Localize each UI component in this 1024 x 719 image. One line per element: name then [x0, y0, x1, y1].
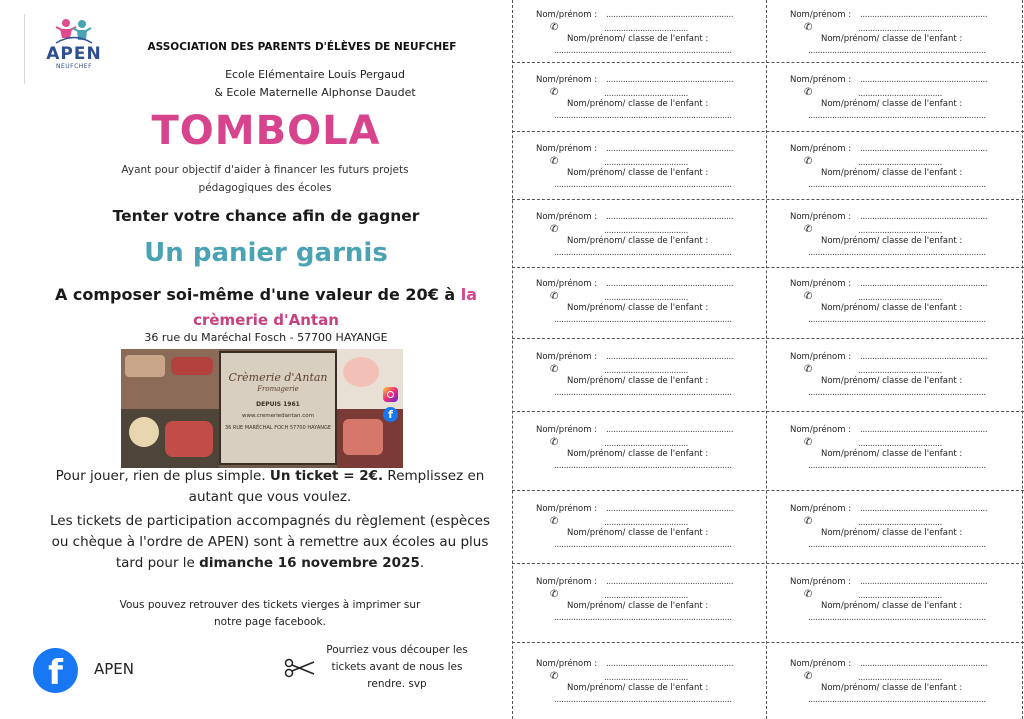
deadline-period: . — [419, 555, 425, 571]
tickets-line-2: ou chèque à l'ordre de APEN) sont à remettre aux écoles au plus — [51, 534, 489, 550]
facebook-icon: f — [33, 648, 78, 693]
phone-icon: ✆ — [804, 224, 813, 235]
ticket-child-label: Nom/prénom/ classe de l'enfant : — [821, 683, 963, 693]
ticket-name-label: Nom/prénom : — [790, 504, 852, 514]
raffle-ticket[interactable] — [522, 425, 772, 485]
ticket-name-field[interactable]: ..................................................... — [606, 212, 734, 222]
raffle-ticket[interactable] — [522, 659, 772, 719]
cut-note-line-3: rendre. svp — [367, 678, 427, 690]
prize-description-la: la — [460, 285, 478, 304]
phone-icon: ✆ — [804, 22, 813, 33]
ticket-child-field[interactable]: .......................................................................... — [808, 248, 986, 258]
raffle-ticket[interactable] — [776, 425, 1024, 485]
ticket-child-label: Nom/prénom/ classe de l'enfant : — [821, 601, 963, 611]
raffle-ticket[interactable] — [776, 144, 1024, 204]
ticket-phone-field[interactable]: ................................... — [604, 591, 689, 601]
ticket-child-label: Nom/prénom/ classe de l'enfant : — [567, 99, 709, 109]
cut-line-horizontal — [512, 490, 1024, 491]
play-line-1 — [20, 466, 520, 487]
ticket-child-label: Nom/prénom/ classe de l'enfant : — [567, 303, 709, 313]
ticket-name-label: Nom/prénom : — [790, 425, 852, 435]
ticket-name-label: Nom/prénom : — [536, 144, 598, 154]
ticket-name-label: Nom/prénom : — [536, 577, 598, 587]
ticket-child-field[interactable]: .......................................................................... — [808, 111, 986, 121]
ticket-child-field[interactable]: .......................................................................... — [554, 180, 732, 190]
ticket-child-field[interactable]: .......................................................................... — [554, 540, 732, 550]
ticket-child-field[interactable]: .......................................................................... — [808, 315, 986, 325]
ticket-child-field[interactable]: .......................................................................... — [554, 315, 732, 325]
phone-icon: ✆ — [550, 224, 559, 235]
ticket-name-label: Nom/prénom : — [536, 425, 598, 435]
ticket-name-field[interactable]: ..................................................... — [860, 352, 988, 362]
school-line-2: & Ecole Maternelle Alphonse Daudet — [214, 86, 416, 99]
raffle-ticket[interactable] — [776, 577, 1024, 637]
ticket-name-field[interactable]: ..................................................... — [860, 577, 988, 587]
phone-icon: ✆ — [550, 671, 559, 682]
ticket-name-label: Nom/prénom : — [536, 504, 598, 514]
ticket-name-field[interactable]: ..................................................... — [860, 504, 988, 514]
phone-icon: ✆ — [804, 589, 813, 600]
ticket-phone-field[interactable]: ................................... — [858, 673, 943, 683]
ticket-child-field[interactable]: .......................................................................... — [808, 540, 986, 550]
ticket-name-label: Nom/prénom : — [790, 577, 852, 587]
prize-description-text: A composer soi-même d'une valeur de 20€ à — [54, 285, 461, 304]
ticket-phone-field[interactable]: ................................... — [858, 24, 943, 34]
ticket-child-label: Nom/prénom/ classe de l'enfant : — [821, 376, 963, 386]
shop-sign-subtitle: Fromagerie — [257, 385, 299, 393]
deadline-text: tard pour le — [115, 555, 200, 571]
objective-line-2: pédagogiques des écoles — [198, 182, 332, 194]
cut-line-vertical — [512, 0, 513, 719]
phone-icon: ✆ — [550, 87, 559, 98]
phone-icon: ✆ — [804, 671, 813, 682]
retrieve-line-2: notre page facebook. — [214, 616, 326, 628]
phone-icon: ✆ — [804, 516, 813, 527]
instagram-icon — [383, 387, 398, 402]
ticket-name-field[interactable]: ..................................................... — [606, 659, 734, 669]
raffle-ticket[interactable] — [522, 279, 772, 339]
ticket-child-field[interactable]: .......................................................................... — [554, 388, 732, 398]
ticket-name-label: Nom/prénom : — [536, 212, 598, 222]
phone-icon: ✆ — [804, 87, 813, 98]
shop-sign-since: DEPUIS 1961 — [256, 401, 300, 408]
cut-line-horizontal — [512, 642, 1024, 643]
ticket-name-label: Nom/prénom : — [536, 10, 598, 20]
ticket-phone-field[interactable]: ................................... — [858, 226, 943, 236]
ticket-phone-field[interactable]: ................................... — [858, 518, 943, 528]
ticket-child-field[interactable]: .......................................................................... — [808, 695, 986, 705]
ticket-child-field[interactable]: .......................................................................... — [554, 111, 732, 121]
ticket-name-field[interactable]: ..................................................... — [860, 10, 988, 20]
raffle-ticket[interactable] — [776, 212, 1024, 272]
ticket-phone-field[interactable]: ................................... — [858, 158, 943, 168]
raffle-ticket[interactable] — [522, 212, 772, 272]
play-line-2: autant que vous voulez. — [188, 489, 352, 505]
phone-icon: ✆ — [550, 364, 559, 375]
ticket-child-field[interactable]: .......................................................................... — [554, 46, 732, 56]
ticket-child-field[interactable]: .......................................................................... — [808, 461, 986, 471]
tickets-line-1: Les tickets de participation accompagnés du règlement (espèces — [50, 513, 490, 529]
ticket-child-field[interactable]: .......................................................................... — [554, 248, 732, 258]
phone-icon: ✆ — [804, 437, 813, 448]
cut-note-line-1: Pourriez vous découper les — [326, 644, 468, 656]
raffle-ticket[interactable] — [776, 352, 1024, 412]
ticket-name-field[interactable]: ..................................................... — [860, 279, 988, 289]
ticket-name-field[interactable]: ..................................................... — [606, 10, 734, 20]
ticket-name-label: Nom/prénom : — [536, 659, 598, 669]
ticket-child-label: Nom/prénom/ classe de l'enfant : — [821, 449, 963, 459]
ticket-name-field[interactable]: ..................................................... — [860, 75, 988, 85]
phone-icon: ✆ — [804, 364, 813, 375]
ticket-child-field[interactable]: .......................................................................... — [554, 613, 732, 623]
ticket-phone-field[interactable]: ................................... — [604, 673, 689, 683]
shop-photo — [121, 349, 403, 468]
ticket-child-label: Nom/prénom/ classe de l'enfant : — [567, 376, 709, 386]
play-text-2: Remplissez en — [383, 468, 485, 484]
logo-text: APEN — [46, 44, 102, 64]
phone-icon: ✆ — [550, 22, 559, 33]
school-line-1: Ecole Elémentaire Louis Pergaud — [225, 68, 405, 81]
raffle-ticket[interactable] — [522, 75, 772, 135]
deadline-date: dimanche 16 novembre 2025 — [199, 555, 420, 571]
prize-heading: Un panier garnis — [144, 238, 388, 268]
ticket-child-label: Nom/prénom/ classe de l'enfant : — [567, 236, 709, 246]
ticket-name-field[interactable]: ..................................................... — [606, 279, 734, 289]
raffle-ticket[interactable] — [776, 10, 1024, 70]
logo-subtext: NEUFCHEF — [55, 63, 93, 70]
cut-note-line-2: tickets avant de nous les — [331, 661, 463, 673]
raffle-ticket[interactable] — [522, 504, 772, 564]
tagline: Tenter votre chance afin de gagner — [112, 207, 420, 225]
ticket-name-label: Nom/prénom : — [536, 352, 598, 362]
ticket-phone-field[interactable]: ................................... — [604, 366, 689, 376]
prize-description — [0, 285, 532, 304]
ticket-child-label: Nom/prénom/ classe de l'enfant : — [567, 168, 709, 178]
ticket-phone-field[interactable]: ................................... — [858, 293, 943, 303]
ticket-child-label: Nom/prénom/ classe de l'enfant : — [821, 236, 963, 246]
ticket-phone-field[interactable]: ................................... — [858, 591, 943, 601]
ticket-name-field[interactable]: ..................................................... — [860, 425, 988, 435]
ticket-child-field[interactable]: .......................................................................... — [808, 46, 986, 56]
phone-icon: ✆ — [550, 156, 559, 167]
ticket-name-field[interactable]: ..................................................... — [606, 504, 734, 514]
shop-name: crèmerie d'Antan — [193, 311, 339, 329]
ticket-child-label: Nom/prénom/ classe de l'enfant : — [567, 683, 709, 693]
retrieve-line-1: Vous pouvez retrouver des tickets vierges à imprimer sur — [119, 599, 421, 611]
ticket-child-field[interactable]: .......................................................................... — [554, 461, 732, 471]
raffle-ticket[interactable] — [776, 504, 1024, 564]
ticket-name-label: Nom/prénom : — [790, 352, 852, 362]
ticket-price: Un ticket = 2€. — [269, 468, 384, 484]
ticket-child-label: Nom/prénom/ classe de l'enfant : — [821, 303, 963, 313]
ticket-phone-field[interactable]: ................................... — [858, 89, 943, 99]
ticket-child-label: Nom/prénom/ classe de l'enfant : — [821, 528, 963, 538]
ticket-child-label: Nom/prénom/ classe de l'enfant : — [567, 601, 709, 611]
ticket-child-label: Nom/prénom/ classe de l'enfant : — [821, 99, 963, 109]
raffle-ticket[interactable] — [522, 144, 772, 204]
play-text-1: Pour jouer, rien de plus simple. — [55, 468, 270, 484]
ticket-name-field[interactable]: ..................................................... — [860, 144, 988, 154]
ticket-name-field[interactable]: ..................................................... — [606, 144, 734, 154]
ticket-phone-field[interactable]: ................................... — [604, 518, 689, 528]
ticket-phone-field[interactable]: ................................... — [604, 89, 689, 99]
ticket-name-field[interactable]: ..................................................... — [606, 352, 734, 362]
ticket-name-label: Nom/prénom : — [790, 10, 852, 20]
raffle-ticket[interactable] — [522, 10, 772, 70]
ticket-phone-field[interactable]: ................................... — [604, 24, 689, 34]
ticket-name-label: Nom/prénom : — [790, 144, 852, 154]
phone-icon: ✆ — [550, 589, 559, 600]
raffle-ticket[interactable] — [522, 352, 772, 412]
ticket-name-label: Nom/prénom : — [790, 75, 852, 85]
ticket-child-label: Nom/prénom/ classe de l'enfant : — [567, 34, 709, 44]
ticket-child-field[interactable]: .......................................................................... — [808, 180, 986, 190]
ticket-name-field[interactable]: ..................................................... — [860, 212, 988, 222]
ticket-phone-field[interactable]: ................................... — [604, 158, 689, 168]
children-icon — [52, 18, 96, 44]
phone-icon: ✆ — [550, 291, 559, 302]
ticket-name-field[interactable]: ..................................................... — [860, 659, 988, 669]
ticket-name-label: Nom/prénom : — [790, 279, 852, 289]
ticket-name-label: Nom/prénom : — [536, 75, 598, 85]
objective-line-1: Ayant pour objectif d'aider à financer les futurs projets — [121, 164, 409, 176]
ticket-phone-field[interactable]: ................................... — [604, 439, 689, 449]
divider — [24, 14, 25, 84]
shop-sign-website: www.cremeriedantan.com — [241, 413, 315, 419]
ticket-name-label: Nom/prénom : — [790, 659, 852, 669]
raffle-ticket[interactable] — [776, 659, 1024, 719]
ticket-phone-field[interactable]: ................................... — [858, 366, 943, 376]
flyer-title: TOMBOLA — [151, 108, 381, 154]
ticket-phone-field[interactable]: ................................... — [604, 293, 689, 303]
ticket-child-label: Nom/prénom/ classe de l'enfant : — [567, 528, 709, 538]
ticket-child-field[interactable]: .......................................................................... — [554, 695, 732, 705]
ticket-name-field[interactable]: ..................................................... — [606, 425, 734, 435]
facebook-page-name: APEN — [94, 660, 135, 678]
shop-sign-address: 36 RUE MARÉCHAL FOCH 57700 HAYANGE — [224, 425, 332, 431]
raffle-ticket[interactable] — [776, 279, 1024, 339]
ticket-child-label: Nom/prénom/ classe de l'enfant : — [821, 34, 963, 44]
raffle-ticket[interactable] — [776, 75, 1024, 135]
facebook-small-icon: f — [383, 407, 398, 422]
ticket-name-label: Nom/prénom : — [536, 279, 598, 289]
ticket-name-label: Nom/prénom : — [790, 212, 852, 222]
shop-sign-title: Crèmerie d'Antan — [228, 371, 328, 384]
phone-icon: ✆ — [804, 291, 813, 302]
shop-sign — [219, 351, 337, 465]
shop-address: 36 rue du Maréchal Fosch - 57700 HAYANGE — [144, 331, 388, 344]
ticket-name-field[interactable]: ..................................................... — [606, 75, 734, 85]
ticket-grid — [512, 0, 1024, 719]
phone-icon: ✆ — [804, 156, 813, 167]
ticket-child-label: Nom/prénom/ classe de l'enfant : — [821, 168, 963, 178]
apen-logo — [40, 18, 108, 80]
phone-icon: ✆ — [550, 516, 559, 527]
ticket-name-field[interactable]: ..................................................... — [606, 577, 734, 587]
ticket-child-field[interactable]: .......................................................................... — [808, 613, 986, 623]
phone-icon: ✆ — [550, 437, 559, 448]
ticket-child-label: Nom/prénom/ classe de l'enfant : — [567, 449, 709, 459]
ticket-child-field[interactable]: .......................................................................... — [808, 388, 986, 398]
ticket-phone-field[interactable]: ................................... — [858, 439, 943, 449]
association-name: ASSOCIATION DES PARENTS D'ÉLÈVES DE NEUFCHEF — [147, 41, 457, 53]
tickets-line-3 — [20, 553, 520, 574]
raffle-ticket[interactable] — [522, 577, 772, 637]
ticket-phone-field[interactable]: ................................... — [604, 226, 689, 236]
